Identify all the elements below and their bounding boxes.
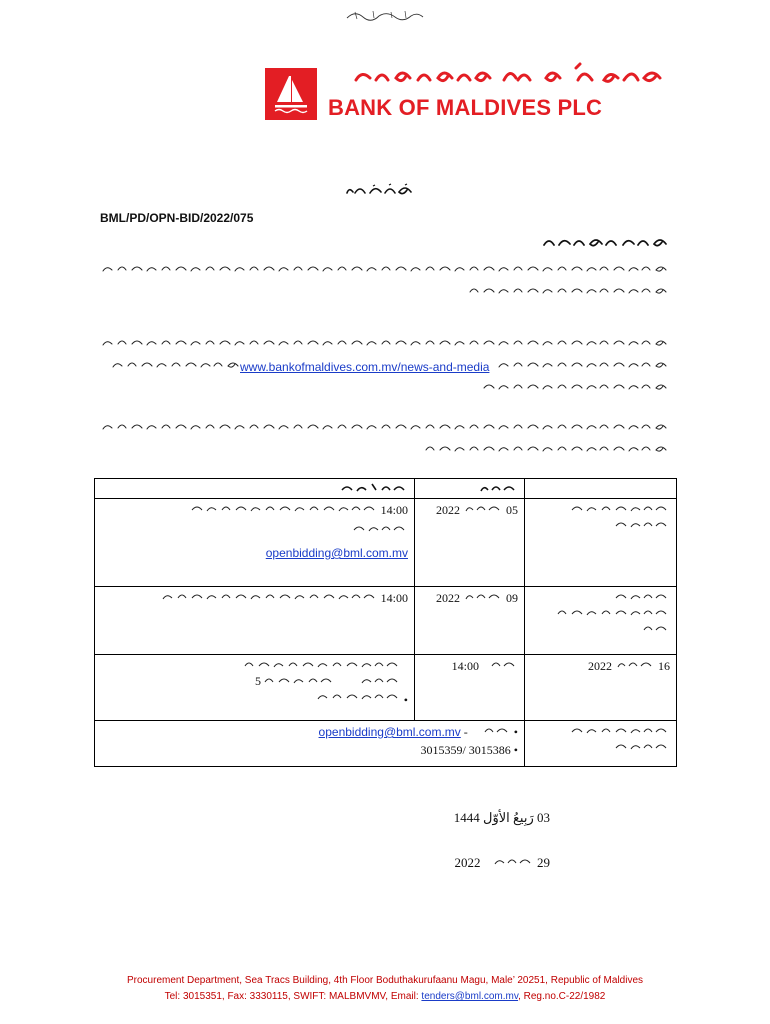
bismillah-calligraphy: [345, 8, 425, 22]
paragraph-3-thaana: [100, 420, 670, 460]
row3-date-year: 2022: [588, 659, 612, 673]
table-row: [95, 499, 677, 587]
row3-details: [95, 655, 415, 721]
table-header-date: [415, 479, 525, 499]
row2-date: [415, 587, 525, 655]
greg-day: 29: [537, 855, 550, 870]
row3-time-cell: [415, 655, 525, 721]
reference-number: BML/PD/OPN-BID/2022/075: [100, 211, 254, 225]
row2-month-thaana: [463, 590, 503, 602]
hijri-day: 03: [537, 810, 550, 825]
row1-date: [415, 499, 525, 587]
row2-details: [95, 587, 415, 655]
footer-address: Procurement Department, Sea Tracs Building, 4th Floor Boduthakurufaanu Magu, Male’ 20251, Republic of Maldives: [126, 975, 644, 986]
row1-month-thaana: [463, 502, 503, 514]
gregorian-date: [450, 855, 550, 871]
schedule-table: [94, 478, 677, 767]
hijri-month: رَبِيعُ الأوّل: [483, 810, 534, 825]
footer-email-link[interactable]: tenders@bml.com.mv: [421, 991, 519, 1002]
row1-details: [95, 499, 415, 587]
greg-year: 2022: [454, 855, 481, 870]
bank-name-english: BANK OF MALDIVES PLC: [328, 95, 603, 120]
contact-details: • - openbidding@bml.com.mv • 3015386 /3015359: [95, 721, 525, 767]
header-text-thaana: [328, 482, 408, 494]
contact-label-cell: [525, 721, 677, 767]
row1-date-year: 2022: [436, 503, 460, 517]
bank-logo-icon: [265, 68, 317, 120]
header-text-thaana: [478, 482, 518, 494]
row3-date-day: 16: [658, 659, 670, 673]
announcement-title-thaana: [345, 183, 415, 197]
contact-cell-thaana: [550, 724, 670, 754]
hijri-date: [450, 810, 550, 826]
row2-thaana-text: [148, 590, 378, 602]
row1-details-text: [101, 502, 408, 518]
row1-email-link[interactable]: openbidding@bml.com.mv: [265, 546, 408, 560]
row3-date: [525, 655, 677, 721]
row1-thaana-text-2: [338, 522, 408, 534]
row1-item-thaana: [560, 502, 670, 532]
media-link[interactable]: www.bankofmaldives.com.mv/news-and-media: [240, 360, 490, 374]
contact-label-thaana: [471, 724, 511, 736]
contact-bullet-2: •: [513, 743, 518, 757]
row3-month-thaana: [615, 658, 655, 670]
row3-bullet: •: [403, 693, 408, 707]
contact-phones: 3015386 /3015359: [420, 743, 511, 757]
table-row: [95, 721, 677, 767]
footer-contact: [85, 991, 685, 1002]
row3-number: 5: [255, 674, 261, 688]
table-row: [95, 655, 677, 721]
row1-date-day: 05: [506, 503, 518, 517]
hijri-year: 1444: [453, 810, 480, 825]
row1-time: 14:00: [380, 503, 408, 517]
row2-time: 14:00: [380, 591, 408, 605]
table-header-item: [525, 479, 677, 499]
table-header-row: [95, 479, 677, 499]
footer-contact-suffix: , Reg.no.C-22/1982: [518, 991, 606, 1002]
paragraph-1-thaana: [100, 262, 670, 302]
table-header-time-place: [95, 479, 415, 499]
table-row: [95, 587, 677, 655]
row2-item: [525, 587, 677, 655]
row1-thaana-text: [178, 502, 378, 514]
contact-bullet-1: •: [513, 725, 518, 739]
bank-name-thaana: [330, 60, 670, 92]
row2-date-year: 2022: [436, 591, 460, 605]
row2-item-thaana: [540, 590, 670, 636]
row3-thaana-text: [181, 658, 401, 704]
row2-date-day: 09: [506, 591, 518, 605]
row1-item: [525, 499, 677, 587]
footer-contact-prefix: Tel: 3015351, Fax: 3330115, SWIFT: MALBMVMV, Email:: [164, 991, 422, 1002]
greg-month-thaana: [484, 855, 534, 867]
row3-time: 14:00: [451, 659, 479, 673]
contact-email-link[interactable]: openbidding@bml.com.mv: [318, 725, 461, 739]
row3-time-thaana: [482, 658, 518, 670]
subject-line-thaana: [540, 235, 670, 249]
